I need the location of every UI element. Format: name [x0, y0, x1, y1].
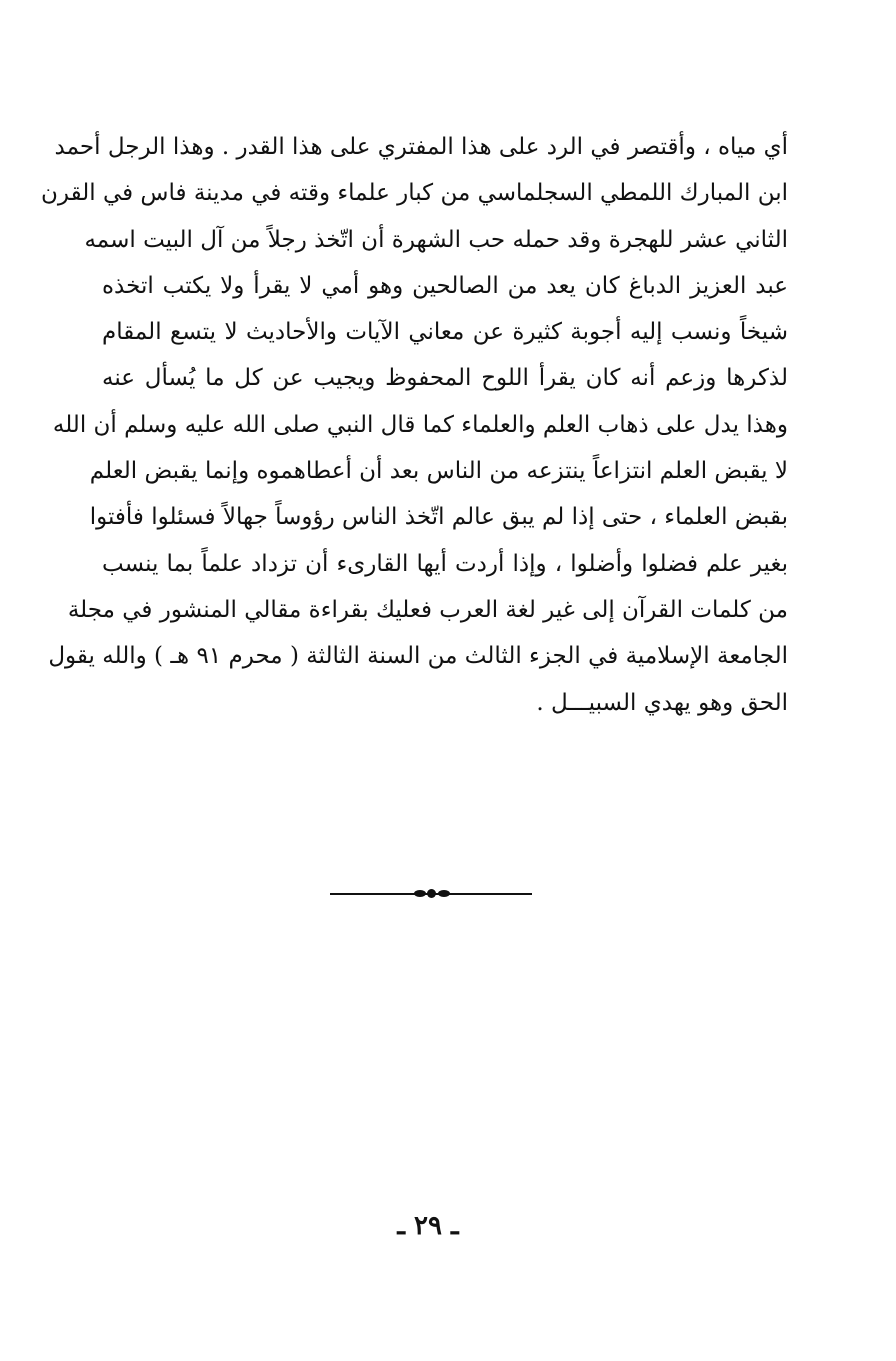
text-line: الحق وهو يهدي السبيـــل . — [536, 689, 788, 716]
text-line: بقبض العلماء ، حتى إذا لم يبق عالم اتّخذ الناس رؤوساً جهالاً فسئلوا فأفتوا — [89, 504, 788, 531]
text-line: لذكرها وزعم أنه كان يقرأ اللوح المحفوظ ويجيب عن كل ما يُسأل عنه — [102, 365, 788, 392]
divider-ornament-icon — [414, 890, 426, 897]
text-line: أي مياه ، وأقتصر في الرد على هذا المفتري على هذا القدر . وهذا الرجل أحمد — [54, 134, 788, 160]
text-line: بغير علم فضلوا وأضلوا ، وإذا أردت أيها القارىء أن تزداد علماً بما ينسب — [102, 550, 788, 577]
text-line: الثاني عشر للهجرة وقد حمله حب الشهرة أن اتّخذ رجلاً من آل البيت اسمه — [84, 226, 788, 253]
page-number: ـ ٢٩ ـ — [397, 1211, 459, 1241]
text-line: لا يقبض العلم انتزاعاً ينتزعه من الناس بعد أن أعطاهموه وإنما يقبض العلم — [89, 458, 788, 485]
text-line: ابن المبارك اللمطي السجلماسي من كبار علماء وقته في مدينة فاس في القرن — [41, 180, 788, 207]
body-paragraph — [41, 124, 788, 726]
text-line: من كلمات القرآن إلى غير لغة العرب فعليك بقراءة مقالي المنشور في مجلة — [67, 596, 788, 623]
text-line: الجامعة الإسلامية في الجزء الثالث من السنة الثالثة ( محرم ٩١ هـ ) والله يقول — [48, 643, 788, 670]
divider-ornament-icon — [438, 890, 450, 897]
ornamental-divider — [330, 886, 532, 902]
text-line: شيخاً ونسب إليه أجوبة كثيرة عن معاني الآيات والأحاديث لا يتسع المقام — [102, 319, 788, 346]
divider-ornament-icon — [427, 889, 436, 898]
text-line: وهذا يدل على ذهاب العلم والعلماء كما قال النبي صلى الله عليه وسلم أن الله — [52, 411, 788, 438]
text-line: عبد العزيز الدباغ كان يعد من الصالحين وهو أمي لا يقرأ ولا يكتب اتخذه — [102, 272, 788, 299]
